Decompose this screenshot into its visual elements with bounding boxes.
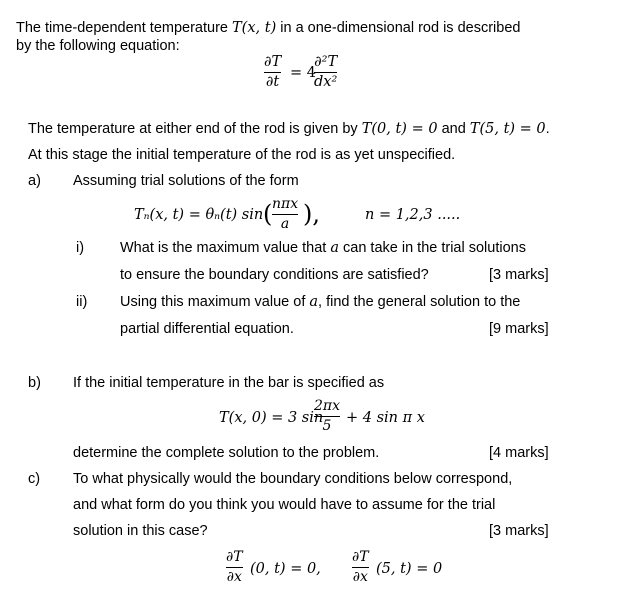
intro-line-2: by the following equation: [16, 38, 180, 54]
boundary-condition-left: T(0, t) = 0 [361, 121, 438, 137]
trial-solution-left: Tₙ(x, t) = θₙ(t) sin [134, 207, 264, 223]
part-a-ii-variable: a [309, 294, 319, 310]
part-a-i-label: i) [76, 240, 85, 256]
initial-condition-denominator: 5 [322, 418, 332, 434]
boundary-text: The temperature at either end of the rod is given by [28, 121, 362, 137]
part-a-i-marks: [3 marks] [489, 267, 549, 283]
part-a-ii-text-prefix: Using this maximum value of [120, 294, 310, 310]
trial-paren-close: ), [303, 200, 320, 228]
part-b-text: If the initial temperature in the bar is specified as [73, 375, 385, 391]
part-a-ii-text-suffix: , find the general solution to the [318, 294, 521, 310]
part-a-i-line-2: to ensure the boundary conditions are satisfied? [120, 267, 429, 283]
part-c-bc1-denominator: ∂x [226, 569, 242, 585]
part-a-i-text-suffix: can take in the trial solutions [338, 240, 526, 256]
part-b-marks: [4 marks] [489, 445, 549, 461]
part-c-bc2-numerator: ∂T [352, 549, 369, 565]
part-a-ii-line-1 [120, 294, 520, 310]
trial-paren-open: ( [263, 200, 273, 228]
initial-condition-fraction [314, 398, 340, 435]
part-a-i-line-1 [120, 240, 526, 256]
part-c-label: c) [28, 471, 41, 487]
part-c-bc2-fraction [352, 549, 369, 586]
part-c-line-1: To what physically would the boundary conditions below correspond, [73, 471, 513, 487]
initial-condition-numerator: 2πx [314, 398, 341, 414]
trial-fraction [272, 196, 298, 233]
boundary-and: and [437, 121, 470, 137]
part-b-line-3: determine the complete solution to the problem. [73, 445, 380, 461]
boundary-condition-right: T(5, t) = 0 [469, 121, 546, 137]
part-a-ii-line-2: partial differential equation. [120, 321, 294, 337]
part-a-label: a) [28, 173, 41, 189]
part-a-ii-marks: [9 marks] [489, 321, 549, 337]
initial-condition-right: + 4 sin π x [346, 410, 425, 426]
trial-n-values: n = 1,2,3 ..... [365, 207, 461, 223]
intro-text-prefix: The time-dependent temperature [16, 20, 233, 36]
intro-text-suffix: in a one-dimensional rod is described [276, 20, 521, 36]
part-c-line-2: and what form do you think you would have to assume for the trial [73, 497, 496, 513]
part-a-text: Assuming trial solutions of the form [73, 173, 299, 189]
intro-line-1 [16, 20, 520, 36]
pde-lhs-numerator: ∂T [264, 54, 282, 70]
part-b-label: b) [28, 375, 41, 391]
pde-lhs-denominator: ∂t [265, 74, 280, 90]
pde-rhs-numerator: ∂²T [314, 54, 338, 70]
pde-rhs-fraction [314, 54, 337, 91]
part-c-bc1-numerator: ∂T [226, 549, 243, 565]
part-c-bc2-denominator: ∂x [352, 569, 368, 585]
intro-function: T(x, t) [232, 20, 277, 36]
part-c-line-3: solution in this case? [73, 523, 208, 539]
boundary-period: . [545, 121, 550, 137]
pde-rhs-denominator: dx² [314, 74, 338, 90]
pde-equals-coefficient: = 4 [290, 65, 316, 81]
part-c-bc2-rest: (5, t) = 0 [376, 561, 443, 577]
trial-denominator: a [280, 216, 290, 232]
part-c-marks: [3 marks] [489, 523, 549, 539]
trial-numerator: nπx [272, 196, 299, 212]
part-a-ii-label: ii) [76, 294, 88, 310]
pde-lhs-fraction [264, 54, 281, 91]
part-c-bc1-rest: (0, t) = 0, [250, 561, 321, 577]
boundary-line-2: At this stage the initial temperature of the rod is as yet unspecified. [28, 147, 456, 163]
part-a-i-text-prefix: What is the maximum value that [120, 240, 331, 256]
initial-condition-left: T(x, 0) = 3 sin [219, 410, 324, 426]
part-c-bc1-fraction [226, 549, 243, 586]
boundary-line-1 [28, 121, 550, 137]
part-a-i-variable: a [330, 240, 339, 256]
